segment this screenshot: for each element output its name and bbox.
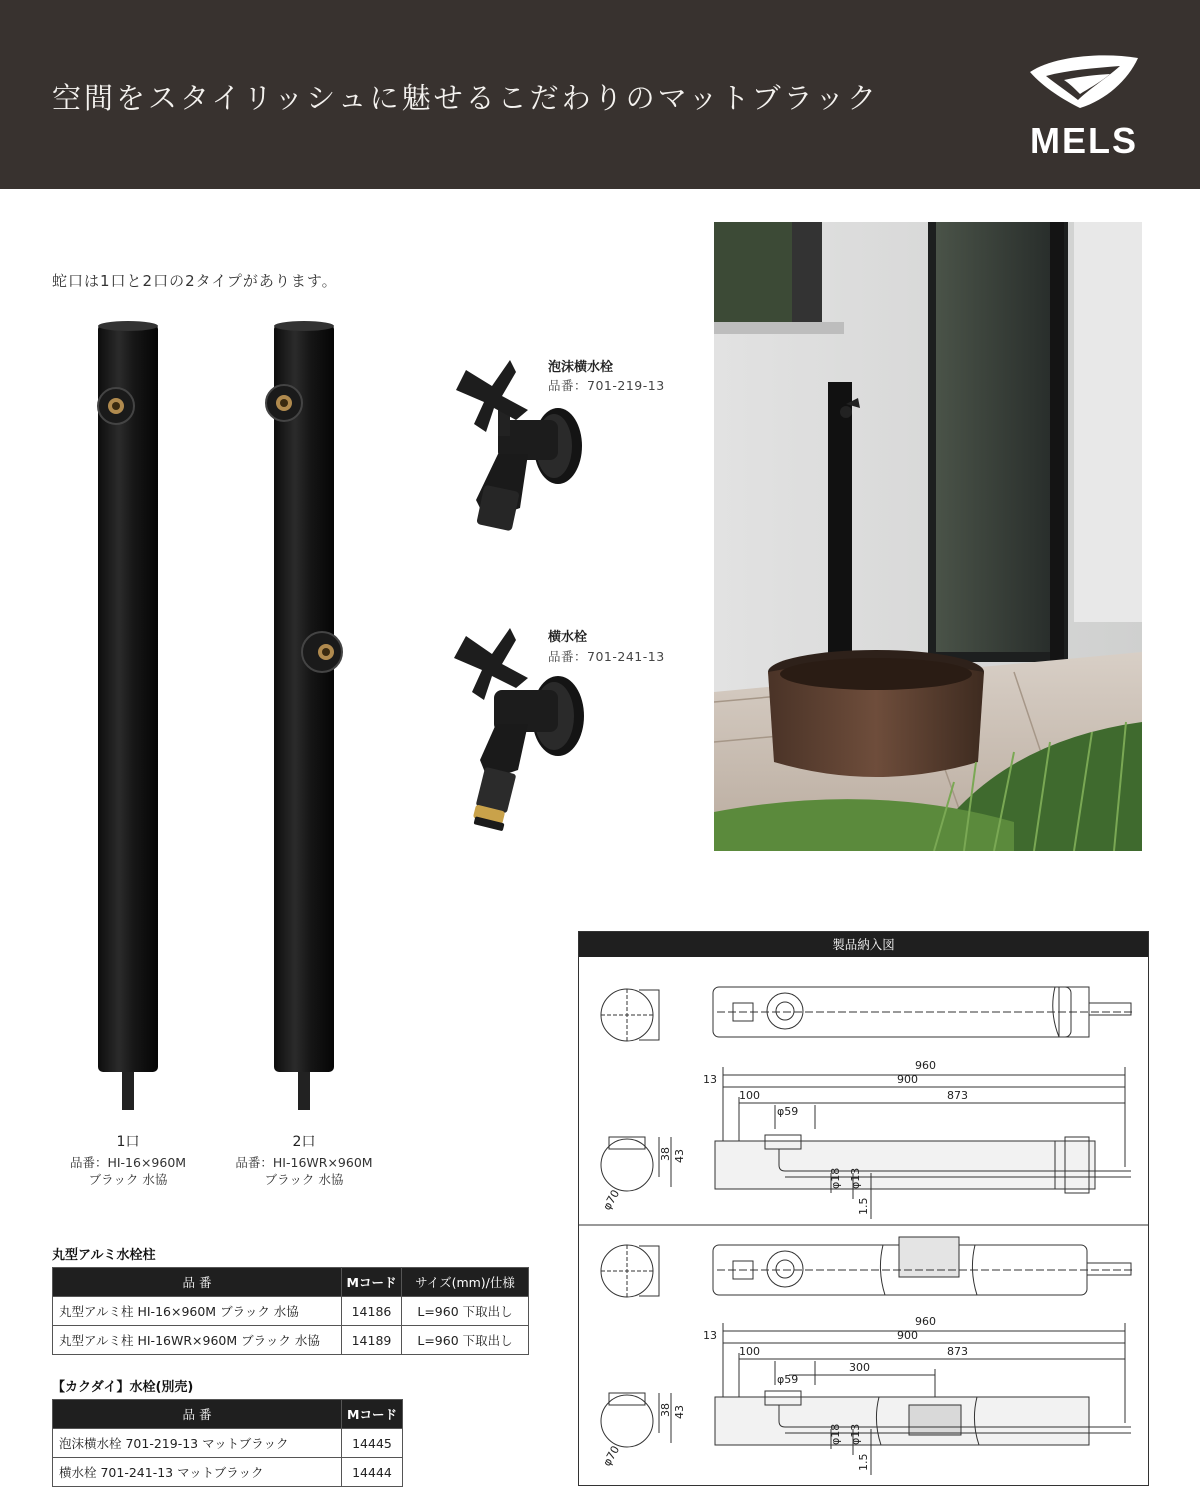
dim-top-43: 43 [673, 1149, 686, 1163]
dim-top-18: φ18 [829, 1167, 842, 1189]
installation-photo [714, 222, 1142, 851]
table-row: 丸型アルミ柱 HI-16×960M ブラック 水協 14186 L=960 下取出し [53, 1297, 529, 1326]
pole-one-label: 1口 [116, 1134, 140, 1150]
pole-one-outlet-image [86, 318, 176, 1118]
dim-top-13: 13 [703, 1073, 717, 1086]
dim-top-873: 873 [947, 1089, 968, 1102]
dim-top-100: 100 [739, 1089, 760, 1102]
dim-top-960: 960 [915, 1059, 936, 1072]
intro-text: 蛇口は1口と2口の2タイプがあります。 [52, 272, 338, 290]
dim-bottom-100: 100 [739, 1345, 760, 1358]
product-drawing [578, 931, 1149, 1486]
dim-top-70: φ70 [600, 1187, 623, 1213]
technical-drawing [579, 957, 1148, 1485]
page-title: 空間をスタイリッシュに魅せるこだわりのマットブラック [52, 81, 880, 115]
dim-bottom-38: 38 [659, 1403, 672, 1417]
table1-title: 丸型アルミ水栓柱 [52, 1248, 156, 1263]
pole-two-label: 2口 [292, 1134, 316, 1150]
foam-faucet-code: 品番：701-219-13 [548, 378, 665, 393]
dim-bottom-13: 13 [703, 1329, 717, 1342]
table1-header-mcode: Mコード [342, 1268, 402, 1297]
dim-bottom-43: 43 [673, 1405, 686, 1419]
horizontal-faucet-code: 品番：701-241-13 [548, 649, 665, 664]
table2-title: 【カクダイ】水栓(別売) [52, 1380, 194, 1395]
dim-bottom-873: 873 [947, 1345, 968, 1358]
mels-logo [1024, 50, 1144, 160]
foam-faucet-name: 泡沫横水栓 [548, 360, 614, 375]
dim-bottom-960: 960 [915, 1315, 936, 1328]
dim-bottom-900: 900 [897, 1329, 918, 1342]
dim-top-59: φ59 [777, 1105, 799, 1118]
table2-header-mcode: Mコード [342, 1400, 403, 1429]
table1-header-size: サイズ(mm)/仕様 [402, 1268, 529, 1297]
leaf-icon [1024, 50, 1144, 120]
dim-top-900: 900 [897, 1073, 918, 1086]
dim-top-13b: φ13 [849, 1167, 862, 1189]
dim-bottom-300: 300 [849, 1361, 870, 1374]
dim-top-38: 38 [659, 1147, 672, 1161]
dim-bottom-13b: φ13 [849, 1423, 862, 1445]
dim-bottom-18: φ18 [829, 1423, 842, 1445]
horizontal-faucet-name: 横水栓 [548, 630, 588, 645]
table-row: 横水栓 701-241-13 マットブラック 14444 [53, 1458, 403, 1487]
pole-spec-table [52, 1267, 529, 1355]
table-row: 丸型アルミ柱 HI-16WR×960M ブラック 水協 14189 L=960 下取出し [53, 1326, 529, 1355]
logo-text: MELS [1029, 120, 1138, 161]
table-row: 泡沫横水栓 701-219-13 マットブラック 14445 [53, 1429, 403, 1458]
pole-one-code: 品番：HI-16×960M ブラック 水協 [69, 1155, 187, 1187]
drawing-title: 製品納入図 [579, 932, 1148, 957]
pole-two-code: 品番：HI-16WR×960M ブラック 水協 [235, 1155, 373, 1187]
dim-bottom-70: φ70 [600, 1443, 623, 1469]
dim-bottom-1-5: 1.5 [857, 1453, 870, 1471]
faucet-spec-table [52, 1399, 403, 1487]
table1-header-product: 品 番 [53, 1268, 342, 1297]
pole-two-outlet-image [262, 318, 362, 1118]
header-banner [0, 0, 1200, 189]
dim-top-1-5: 1.5 [857, 1197, 870, 1215]
table2-header-product: 品 番 [53, 1400, 342, 1429]
dim-bottom-59: φ59 [777, 1373, 799, 1386]
